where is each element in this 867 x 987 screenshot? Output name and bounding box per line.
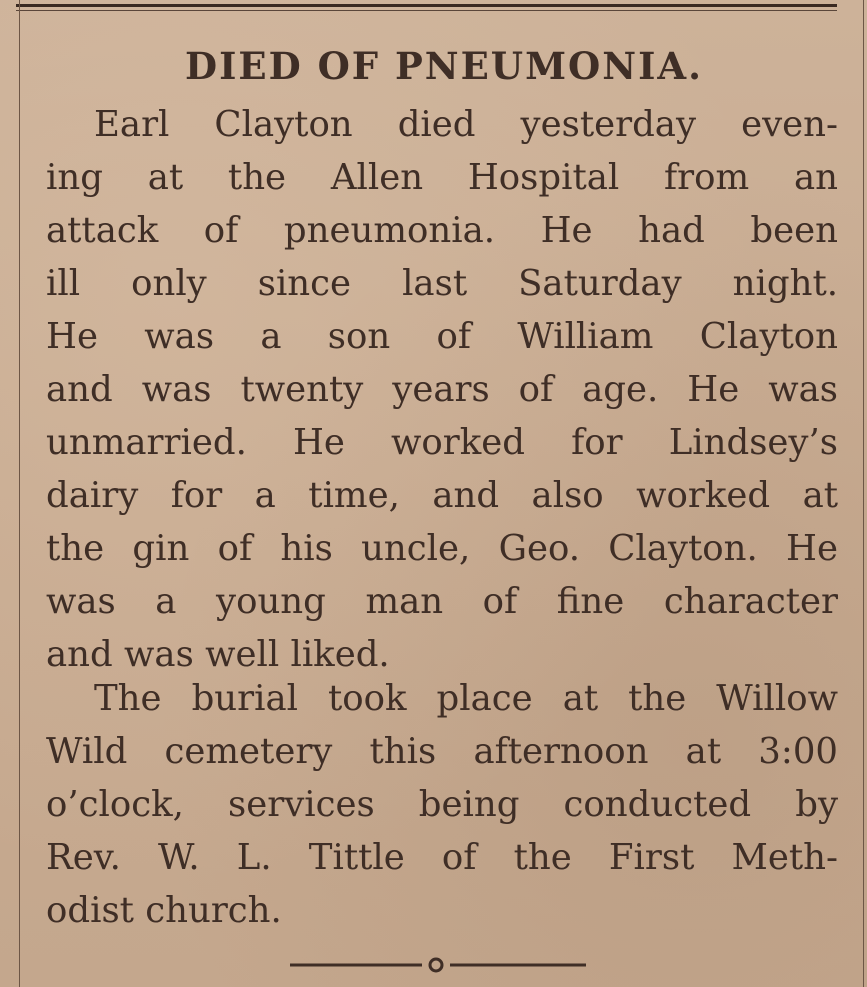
end-of-article-ornament bbox=[290, 957, 586, 973]
paragraph-1-line: was a young man of fine character bbox=[46, 581, 838, 622]
paragraph-2-line: odist church. bbox=[46, 890, 282, 931]
paragraph-1-line: He was a son of William Clayton bbox=[46, 316, 838, 357]
paragraph-2-line: Wild cemetery this afternoon at 3:00 bbox=[46, 731, 838, 772]
paragraph-1-line: ing at the Allen Hospital from an bbox=[46, 157, 838, 198]
top-column-rule-thin bbox=[16, 10, 837, 11]
paragraph-1-line: Earl Clayton died yesterday even- bbox=[94, 104, 838, 145]
paragraph-2-line: o’clock, services being conducted by bbox=[46, 784, 838, 825]
article-paragraph-1 bbox=[46, 98, 838, 681]
article-headline: DIED OF PNEUMONIA. bbox=[185, 44, 703, 88]
right-column-rule bbox=[863, 0, 864, 987]
paragraph-1-line: dairy for a time, and also worked at bbox=[46, 475, 838, 516]
paragraph-1-line: and was well liked. bbox=[46, 634, 390, 675]
top-column-rule bbox=[16, 4, 837, 7]
paragraph-1-line: ill only since last Saturday night. bbox=[46, 263, 838, 304]
paragraph-1-line: the gin of his uncle, Geo. Clayton. He bbox=[46, 528, 838, 569]
paragraph-2-line: The burial took place at the Willow bbox=[94, 678, 838, 719]
article-paragraph-2 bbox=[46, 672, 838, 937]
paragraph-1-line: unmarried. He worked for Lindsey’s bbox=[46, 422, 838, 463]
paragraph-1-line: and was twenty years of age. He was bbox=[46, 369, 838, 410]
left-column-rule bbox=[19, 0, 20, 987]
paragraph-2-line: Rev. W. L. Tittle of the First Meth- bbox=[46, 837, 838, 878]
paragraph-1-line: attack of pneumonia. He had been bbox=[46, 210, 838, 251]
